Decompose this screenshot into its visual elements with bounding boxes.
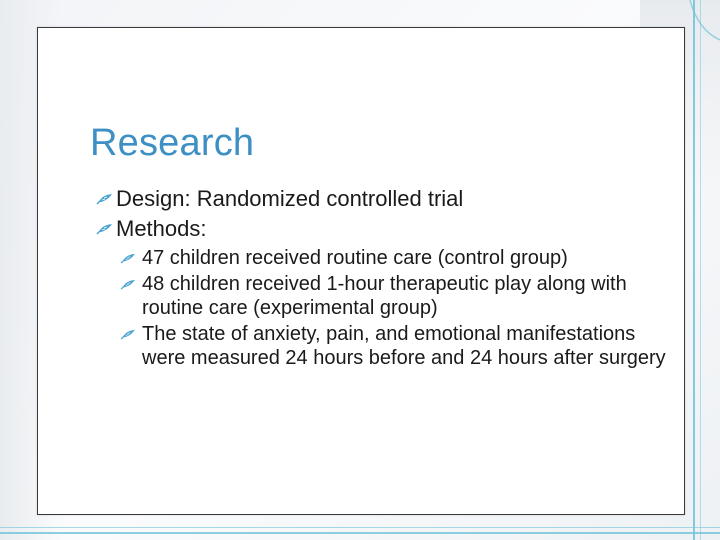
bullet-label-methods: Methods: xyxy=(116,216,207,241)
accent-line-bottom-thin xyxy=(0,527,720,528)
accent-curve-decoration xyxy=(640,0,720,80)
sub-bullet-text: The state of anxiety, pain, and emotional manifestations were measured 24 hours before and 24 hours after surgery xyxy=(142,323,666,369)
sub-bullet-text: 47 children received routine care (control group) xyxy=(142,247,568,269)
feather-bullet-icon xyxy=(96,193,113,205)
feather-bullet-icon xyxy=(120,279,136,290)
sub-bullet-text: 48 children received 1-hour therapeutic play along with routine care (experimental group) xyxy=(142,273,627,319)
sub-bullet-measurement xyxy=(118,322,666,370)
feather-bullet-icon xyxy=(96,223,113,235)
bullet-label-design: Design: xyxy=(116,186,191,211)
bullet-item-methods xyxy=(96,214,666,244)
sub-bullet-control-group xyxy=(118,246,666,270)
feather-bullet-icon xyxy=(120,253,136,264)
slide-title: Research xyxy=(90,122,255,164)
bullet-text-design: Randomized controlled trial xyxy=(190,186,464,211)
accent-line-right-thin xyxy=(700,0,701,540)
accent-line-bottom xyxy=(0,532,720,534)
accent-line-right xyxy=(693,0,695,540)
feather-bullet-icon xyxy=(120,329,136,340)
bullet-item-design xyxy=(96,184,666,214)
slide-body xyxy=(96,184,666,370)
sub-bullet-experimental-group xyxy=(118,272,666,320)
